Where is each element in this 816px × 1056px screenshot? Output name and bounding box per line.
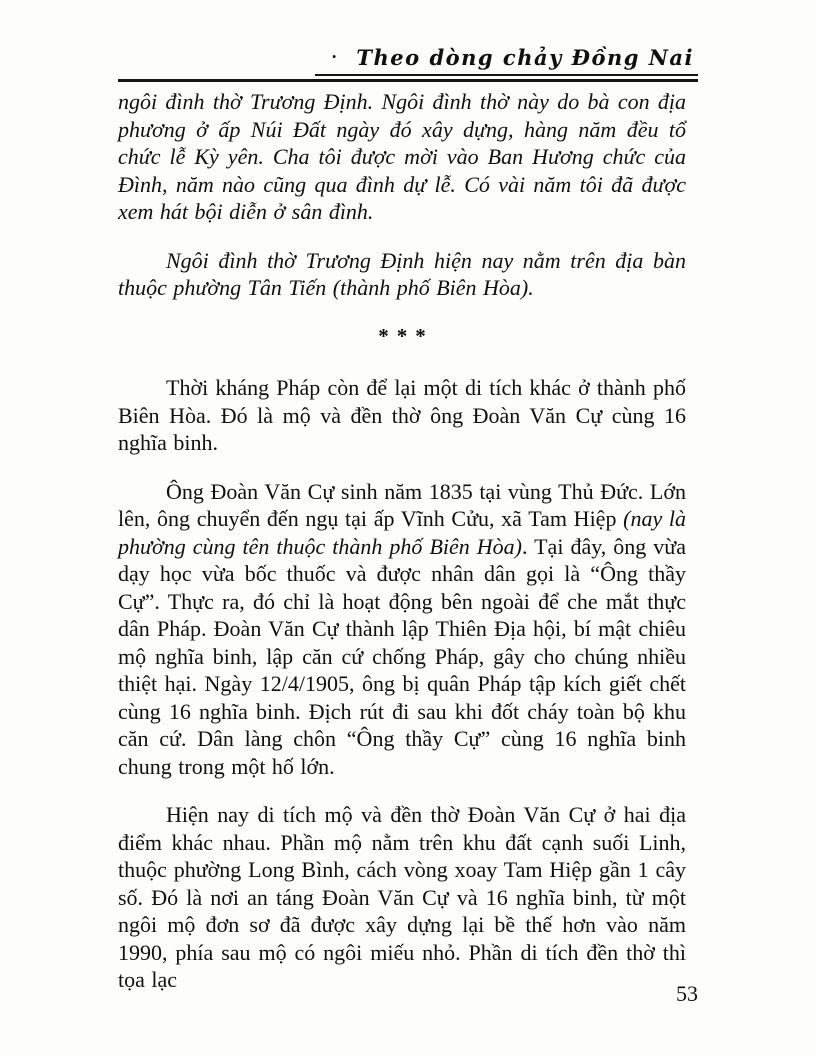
text-segment: Ngôi đình thờ Trương Định hiện nay nằm trên địa bàn thuộc phường Tân Tiến (thành phố Biên Hòa). — [118, 247, 686, 300]
running-header-title — [315, 42, 698, 76]
paragraph — [118, 374, 686, 457]
paragraph — [118, 801, 686, 994]
paragraph — [118, 478, 686, 781]
text-segment: (nay là phường cùng tên thuộc thành phố Biên Hòa) — [118, 506, 687, 559]
paragraph — [118, 88, 686, 226]
text-segment: Hiện nay di tích mộ và đền thờ Đoàn Văn Cự ở hai địa điểm khác nhau. Phần mộ nằm trên khu đất cạnh suối Linh, thuộc phường Long Bình, cách vòng xoay Tam Hiệp gần 1 cây số. Đó là nơi an táng Đoàn Văn Cự và 16 nghĩa binh, từ một ngôi mộ đơn sơ đã được xây dựng lại bề thế hơn vào năm 1990, phía sau mộ có ngôi miếu nhỏ. Phần di tích đền thờ thì tọa lạc — [118, 802, 686, 992]
paragraph — [118, 247, 686, 302]
text-segment: . Tại đây, ông vừa dạy học vừa bốc thuốc và được nhân dân gọi là “Ông thầy Cự”. Thực ra, đó chỉ là hoạt động bên ngoài để che mắt thực dân Pháp. Đoàn Văn Cự thành lập Thiên Địa hội, bí mật chiêu mộ nghĩa binh, lập căn cứ chống Pháp, gây cho chúng nhiều thiệt hại. Ngày 12/4/1905, ông bị quân Pháp tập kích giết chết cùng 16 nghĩa binh. Địch rút đi sau khi đốt cháy toàn bộ khu căn cứ. Dân làng chôn “Ông thầy Cự” cùng 16 nghĩa binh chung trong một hố lớn. — [118, 533, 686, 779]
text-block — [118, 88, 686, 1015]
section-separator: *** — [378, 323, 434, 348]
text-segment: Thời kháng Pháp còn để lại một di tích khác ở thành phố Biên Hòa. Đó là mộ và đền thờ ông Đoàn Văn Cự cùng 16 nghĩa binh. — [118, 375, 686, 455]
text-segment: ngôi đình thờ Trương Định. Ngôi đình thờ này do bà con địa phương ở ấp Núi Đất ngày đó xây dựng, hàng năm đều tổ chức lễ Kỳ yên. Cha tôi được mời vào Ban Hương chức của Đình, năm nào cũng qua đình dự lễ. Có vài năm tôi đã được xem hát bội diễn ở sân đình. — [118, 89, 686, 224]
page-number: 53 — [676, 981, 698, 1006]
page-footer — [118, 980, 698, 1007]
running-header-text: Theo dòng chảy Đồng Nai — [356, 45, 694, 70]
text-segment: Ông Đoàn Văn Cự sinh năm 1835 tại vùng Thủ Đức. Lớn lên, ông chuyển đến ngụ tại ấp Vĩnh Cửu, xã Tam Hiệp — [118, 478, 686, 531]
running-header — [118, 42, 698, 82]
header-separator-dot: · — [331, 47, 339, 66]
